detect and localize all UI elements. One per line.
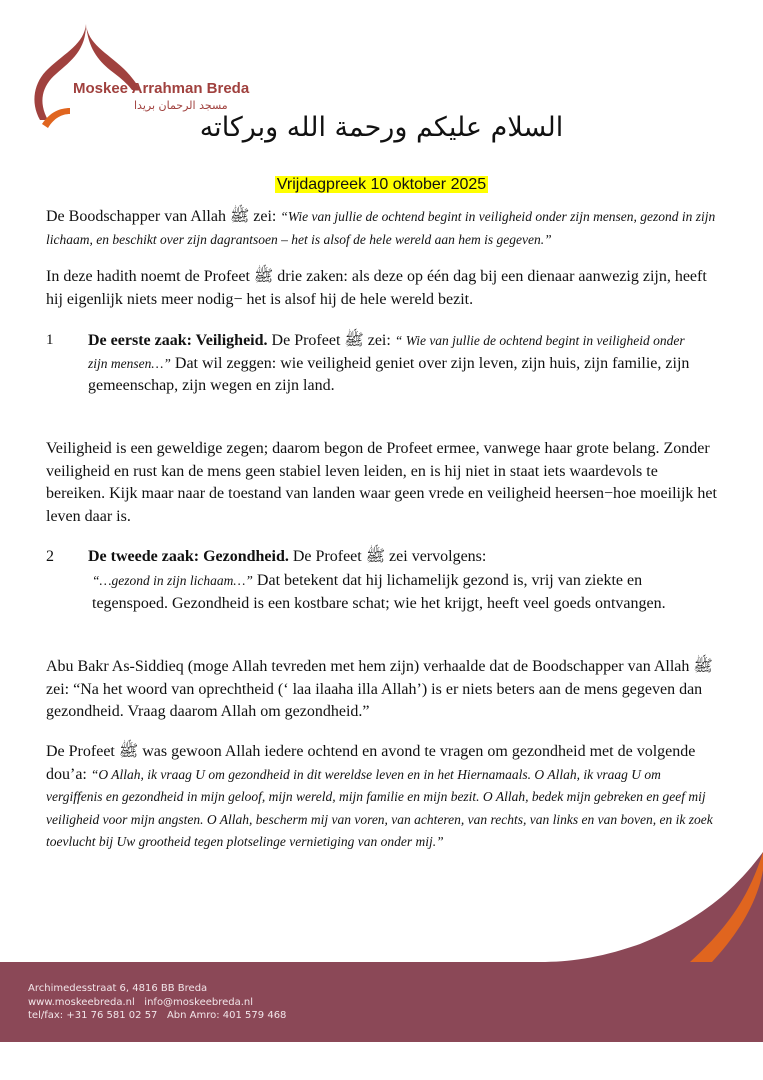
intro-lead: De Boodschapper van Allah ﷺ zei: bbox=[46, 208, 281, 225]
abu-bakr-paragraph: Abu Bakr As-Siddieq (moge Allah tevreden met hem zijn) verhaalde dat de Boodschapper van Allah ﷺ zei: “Na het woord van oprechtheid (‘ laa ilaaha illa Allah’) is er niets beters aan de mens gegeven dan gezondheid. Vraag daarom Allah om gezondheid.” bbox=[46, 658, 713, 720]
dua-quote: “O Allah, ik vraag U om gezondheid in dit wereldse leven en in het Hiernamaals. O Allah, ik vraag U om vergiffenis en gezondheid in mijn geloof, mijn wereld, mijn familie en mijn bezit. O Allah, bedek mijn gebreken en geef mij veiligheid voor mijn angsten. O Allah, bescherm mij van voren, van achteren, van rechts, van links en van boven, en ik zoek toevlucht bij Uw grootheid tegen plotselinge vernietiging van onder mij.” bbox=[46, 766, 713, 849]
footer-contact bbox=[28, 982, 286, 1023]
logo-name: Moskee Arrahman Breda bbox=[73, 80, 250, 97]
dua-lead: De Profeet ﷺ was gewoon Allah iedere ochtend en avond te vragen om gezondheid met de volgende dou’a: bbox=[46, 743, 696, 783]
arabic-greeting: السلام عليكم ورحمة الله وبركاته bbox=[199, 112, 564, 143]
safety-paragraph: Veiligheid is een geweldige zegen; daarom begon de Profeet ermee, vanwege haar grote belang. Zonder veiligheid en rust kan de mens geen stabiel leven leiden, en is hij niet in staat iets waardevols te bereiken. Kijk maar naar de toestand van landen waar geen vrede en veiligheid heersen−hoe moeilijk het leven daar is. bbox=[46, 440, 717, 525]
footer-phone-bank: tel/fax: +31 76 581 02 57 Abn Amro: 401 579 468 bbox=[28, 1010, 287, 1021]
point-2-quote: “…gezond in zijn lichaam…” bbox=[92, 573, 253, 588]
point-2-text: Dat betekent dat hij lichamelijk gezond is, vrij van ziekte en tegenspoed. Gezondheid is een kostbare schat; wie het krijgt, heeft veel goeds ontvangen. bbox=[92, 572, 666, 612]
point-2-heading: De tweede zaak: Gezondheid. bbox=[88, 548, 289, 565]
point-1-text: Dat wil zeggen: wie veiligheid geniet over zijn leven, zijn huis, zijn familie, zijn gemeenschap, zijn wegen en zijn land. bbox=[88, 354, 690, 394]
point-2-lead: De Profeet ﷺ zei vervolgens: bbox=[288, 548, 487, 565]
explanation-paragraph: In deze hadith noemt de Profeet ﷺ drie zaken: als deze op één dag bij een dienaar aanwezig zijn, heeft hij eigenlijk niets meer nodig− het is alsof hij de hele wereld bezit. bbox=[46, 268, 707, 308]
sermon-title: Vrijdagpreek 10 oktober 2025 bbox=[276, 176, 487, 193]
point-1-lead: De Profeet ﷺ zei: bbox=[267, 332, 395, 349]
logo-arabic-name: مسجد الرحمان بريدا bbox=[134, 99, 228, 112]
intro-quote: “Wie van jullie de ochtend begint in veiligheid onder zijn mensen, gezond in zijn lichaam, en beschikt over zijn dagrantsoen – het is alsof de hele wereld aan hem is gegeven.” bbox=[46, 209, 716, 247]
point-2-number: 2 bbox=[46, 548, 54, 565]
point-1-heading: De eerste zaak: Veiligheid. bbox=[88, 332, 268, 349]
point-1-quote: “ Wie van jullie de ochtend begint in veiligheid onder zijn mensen…” bbox=[88, 333, 685, 371]
footer-web-email: www.moskeebreda.nl info@moskeebreda.nl bbox=[28, 996, 254, 1008]
footer-address: Archimedesstraat 6, 4816 BB Breda bbox=[28, 983, 208, 994]
point-1-number: 1 bbox=[46, 332, 54, 348]
